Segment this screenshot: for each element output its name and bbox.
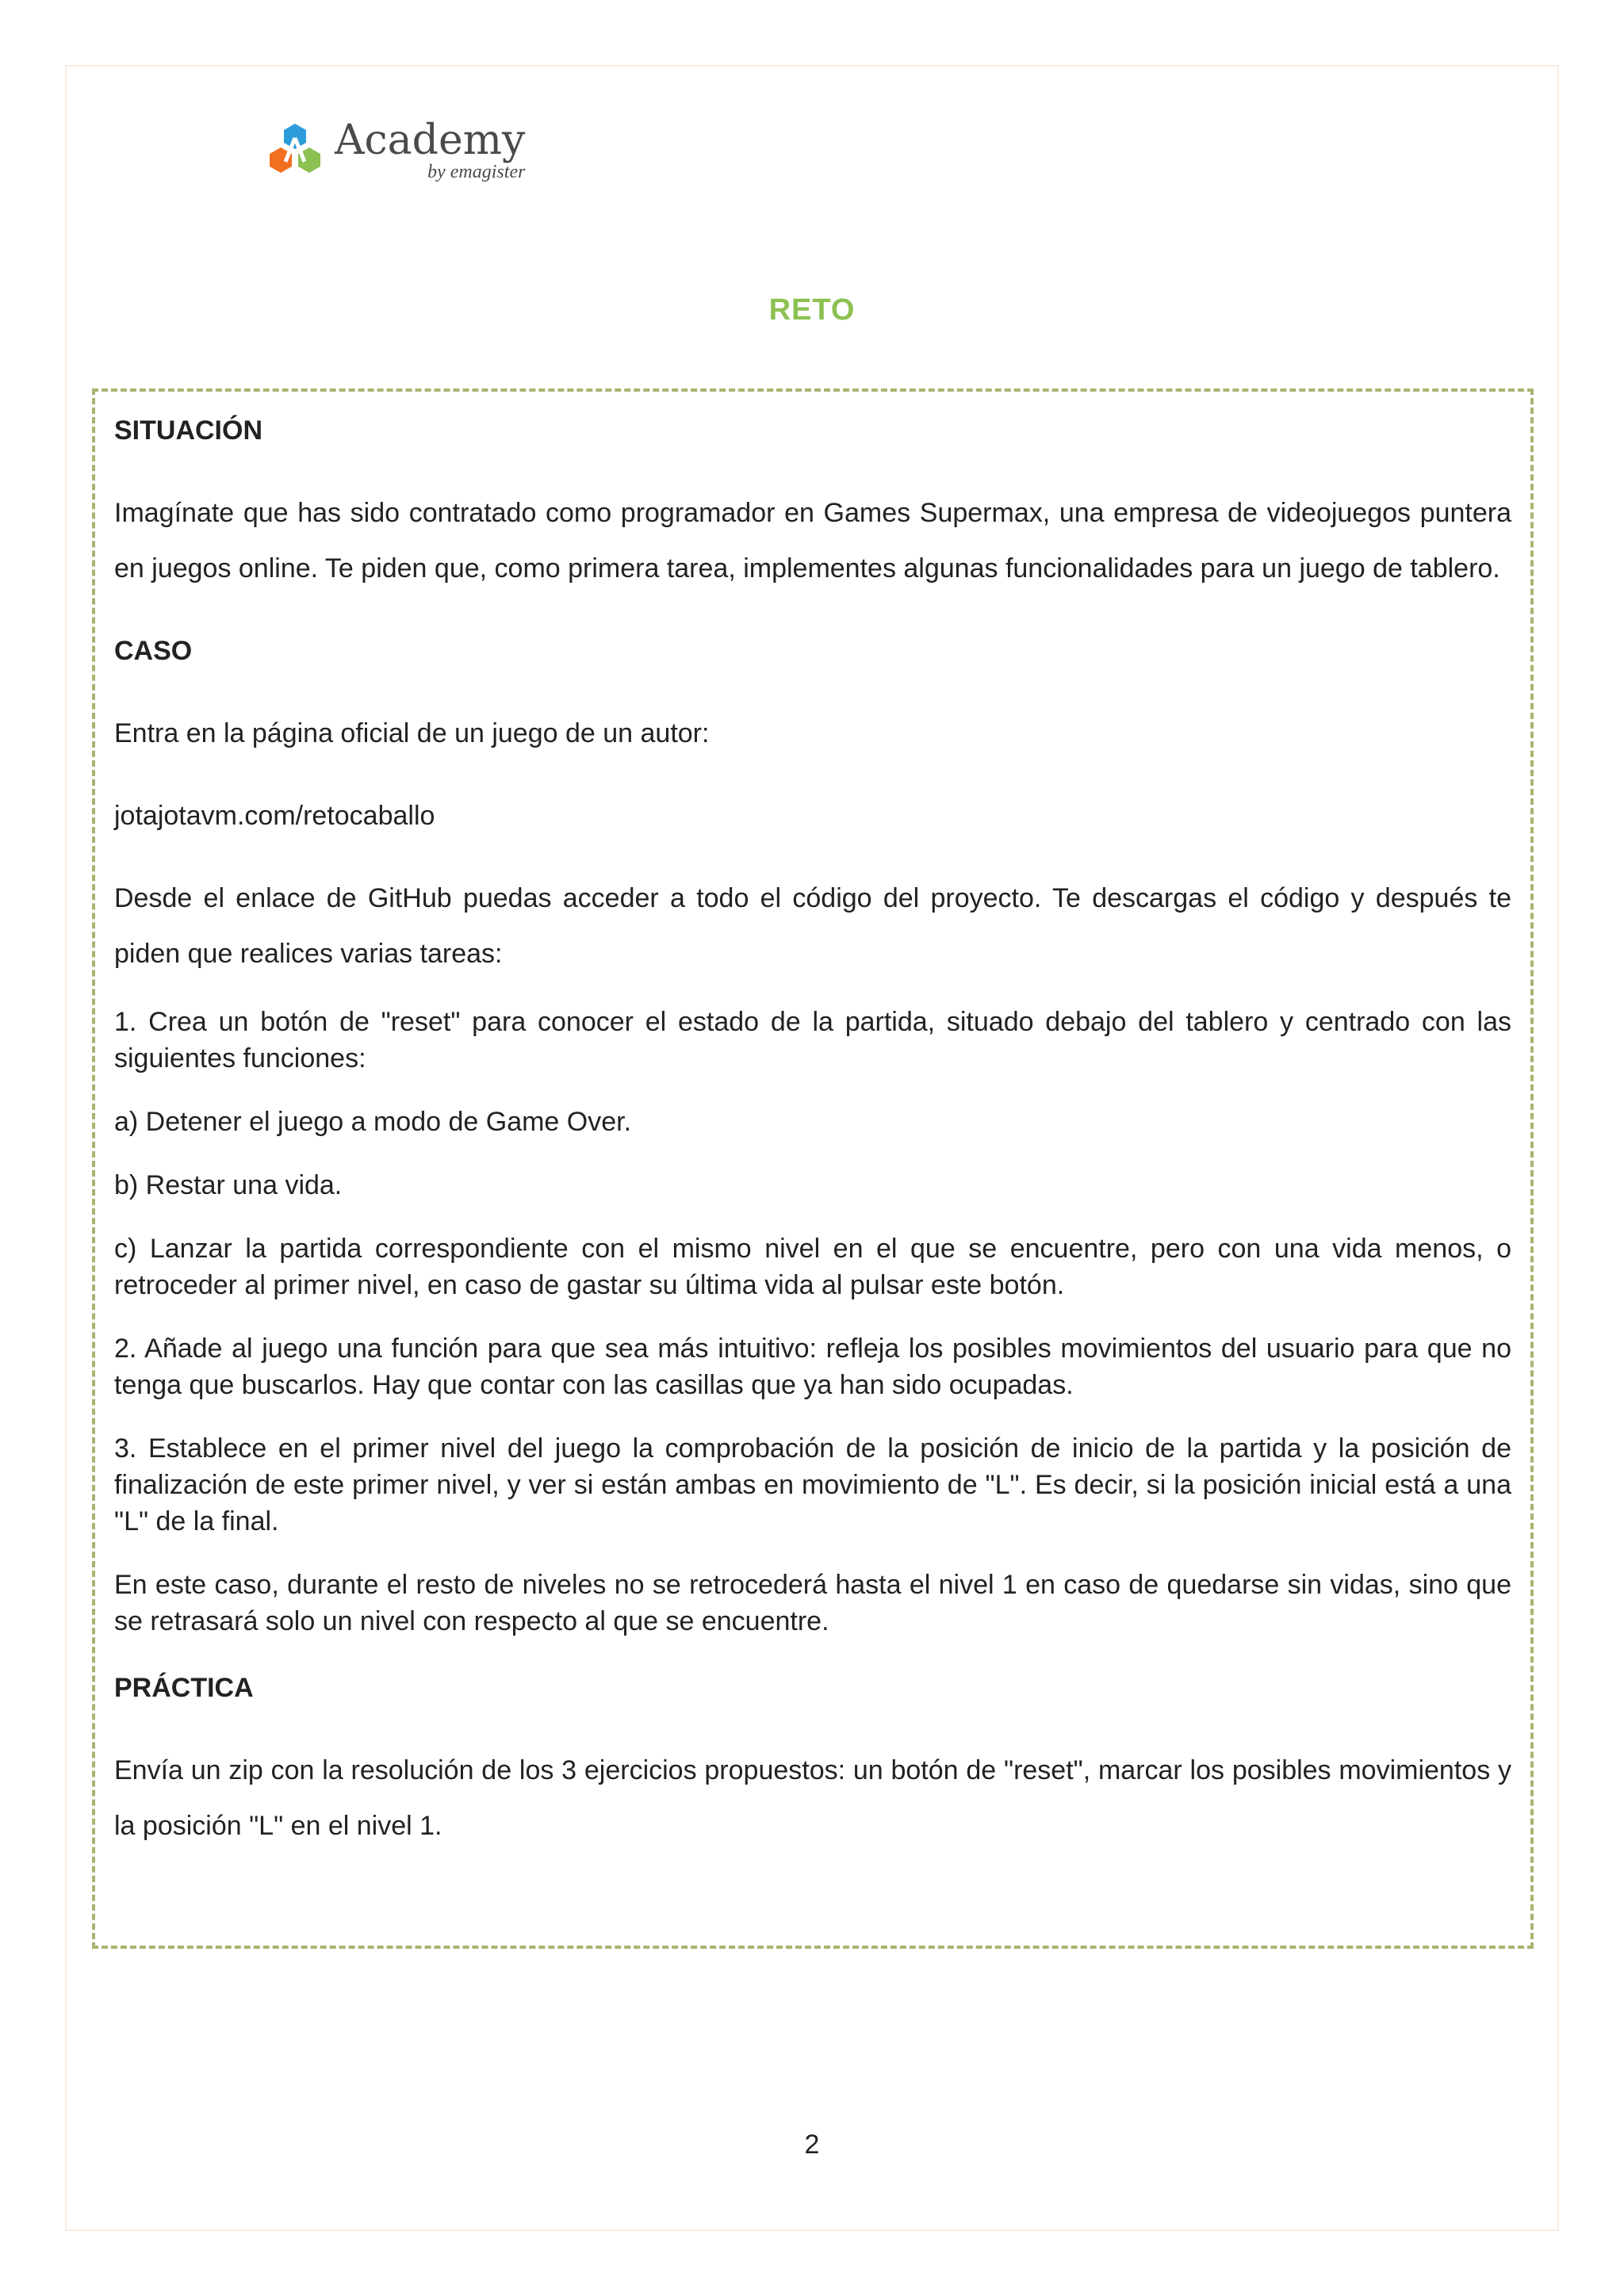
challenge-content — [114, 396, 1511, 1854]
practica-text: Envía un zip con la resolución de los 3 ejercicios propuestos: un botón de "reset", marcar los posibles movimientos y la posición "L" en el nivel 1. — [114, 1755, 1511, 1841]
section-heading-practica: PRÁCTICA — [114, 1673, 254, 1703]
situacion-text: Imagínate que has sido contratado como programador en Games Supermax, una empresa de videojuegos puntera en juegos online. Te piden que, como primera tarea, implementes algunas funcionalidades para un juego de tablero. — [114, 498, 1511, 584]
section-heading-situacion: SITUACIÓN — [114, 415, 262, 446]
task-2: 2. Añade al juego una función para que sea más intuitivo: refleja los posibles movimientos del usuario para que no tenga que buscarlos. Hay que contar con las casillas que ya han sido ocupadas. — [114, 1334, 1511, 1400]
page-number: 2 — [804, 2130, 820, 2160]
caso-description: Desde el enlace de GitHub puedas acceder a todo el código del proyecto. Te descargas el código y después te piden que realices varias tareas: — [114, 883, 1511, 969]
task-1b: b) Restar una vida. — [114, 1170, 343, 1200]
task-3: 3. Establece en el primer nivel del juego la comprobación de la posición de inicio de la partida y la posición de finalización de este primer nivel, y ver si están ambas en movimiento de "L". Es decir, si la posición inicial está a una "L" de la final. — [114, 1433, 1511, 1536]
caso-link: jotajotavm.com/retocaballo — [114, 801, 435, 831]
task-1c: c) Lanzar la partida correspondiente con el mismo nivel en el que se encuentre, pero con una vida menos, o retroceder al primer nivel, en caso de gastar su última vida al pulsar este botón. — [114, 1234, 1511, 1300]
caso-intro: Entra en la página oficial de un juego de un autor: — [114, 718, 710, 748]
academy-logo-icon — [266, 122, 324, 179]
academy-logo — [266, 105, 544, 197]
logo-subtitle: by emagister — [427, 162, 526, 182]
task-1a: a) Detener el juego a modo de Game Over. — [114, 1107, 632, 1137]
task-1: 1. Crea un botón de "reset" para conocer el estado de la partida, situado debajo del tablero y centrado con las siguientes funciones: — [114, 1007, 1511, 1073]
section-heading-caso: CASO — [114, 636, 193, 666]
logo-wordmark: Academy — [335, 117, 526, 164]
task-note: En este caso, durante el resto de niveles no se retrocederá hasta el nivel 1 en caso de quedarse sin vidas, sino que se retrasará solo un nivel con respecto al que se encuentre. — [114, 1570, 1511, 1636]
document-title: RETO — [768, 293, 856, 327]
